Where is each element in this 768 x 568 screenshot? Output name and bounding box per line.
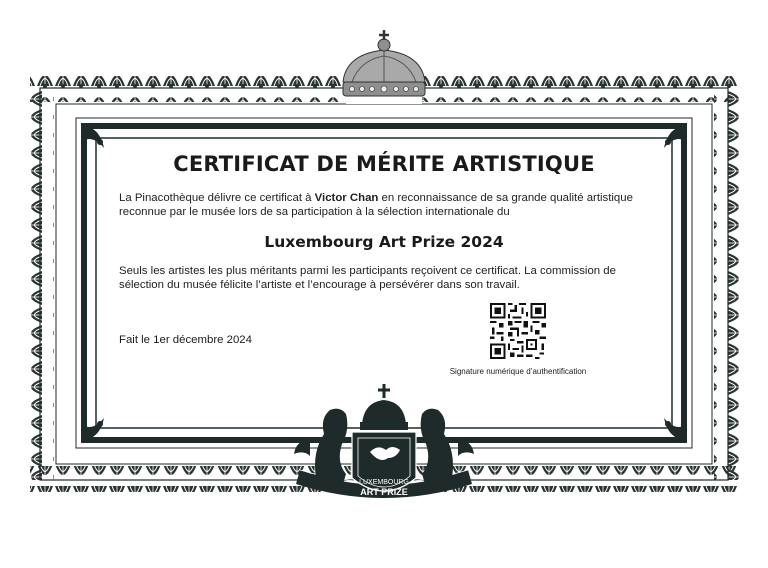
crest-label (344, 472, 424, 502)
signature-caption: Signature numérique d’authentification (449, 367, 587, 376)
body-paragraph: Seuls les artistes les plus méritants parmi les participants reçoivent ce certificat. La commission de sélection du musée félicite l’artiste et l’encourage à persévérer dans son travail. (119, 265, 616, 291)
prize-name: Luxembourg Art Prize 2024 (264, 233, 504, 251)
recipient-name: Victor Chan (314, 192, 379, 204)
qr-code-icon (490, 303, 546, 359)
issue-date: Fait le 1er décembre 2024 (119, 334, 252, 346)
crown-icon (343, 30, 425, 104)
intro-paragraph (119, 191, 659, 219)
crest-line-2: ART PRIZE (360, 487, 408, 497)
intro-text-end: en reconnaissance de sa grande qualité artistique reconnue par le musée lors de sa participation à la sélection internationale du (119, 192, 633, 218)
certificate-title: CERTIFICAT DE MÉRITE ARTISTIQUE (173, 152, 595, 176)
crest-line-1: LUXEMBOURG (359, 479, 409, 486)
intro-text-start: La Pinacothèque délivre ce certificat à (119, 192, 315, 204)
